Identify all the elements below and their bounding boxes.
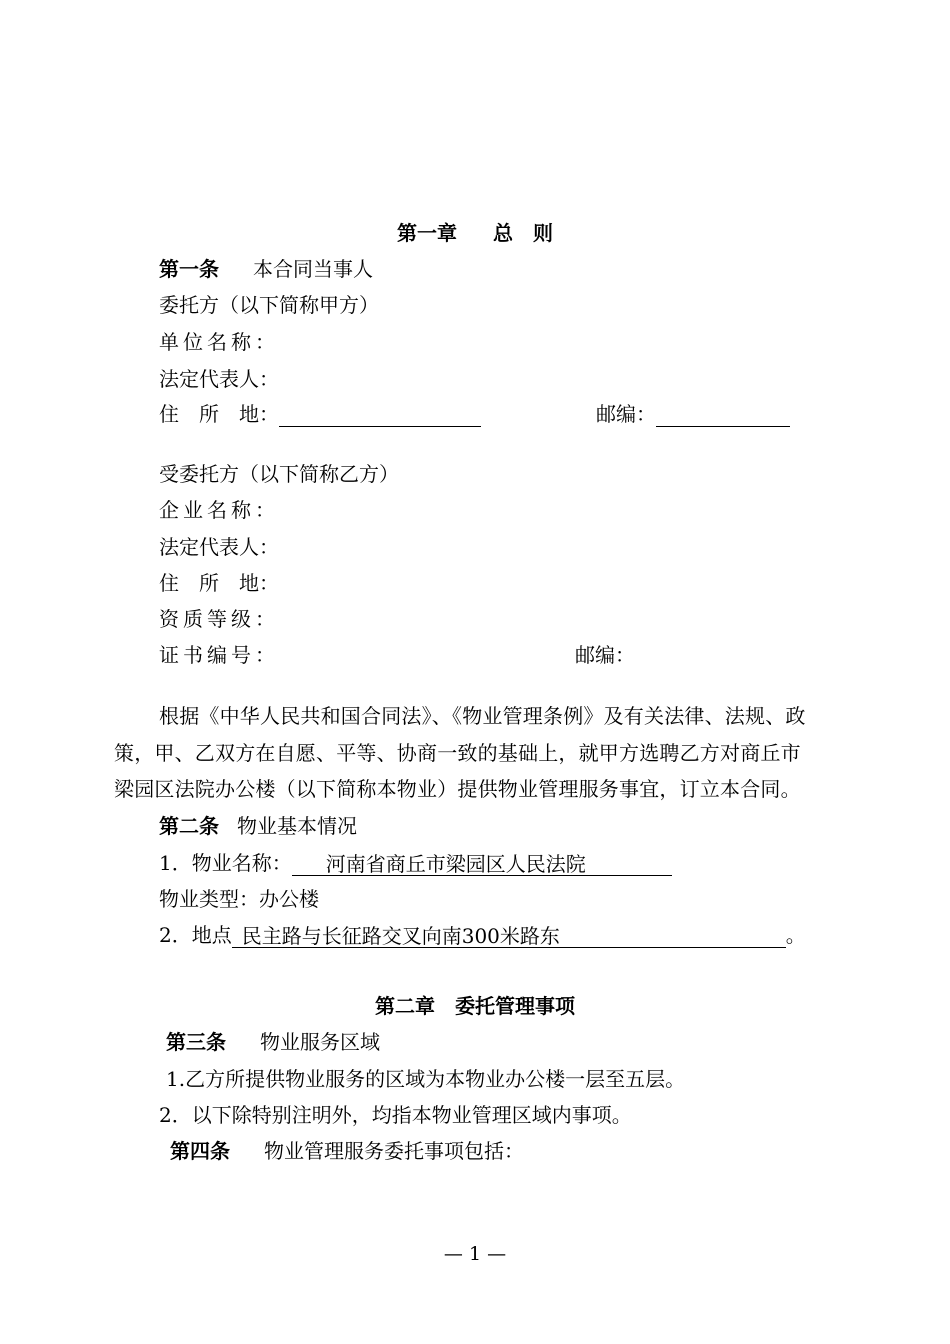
- party-a-heading: 委托方（以下简称甲方）: [159, 293, 379, 317]
- party-a-address-row: [159, 401, 481, 427]
- article-2-label: 第二条: [159, 814, 219, 838]
- property-location-row: [159, 922, 806, 948]
- party-b-org-label: 企业名称：: [159, 498, 279, 522]
- party-b-heading: 受委托方（以下简称乙方）: [159, 462, 399, 486]
- property-type-label: 物业类型：: [159, 887, 259, 911]
- property-name-field: [292, 851, 672, 876]
- party-b-qual-label: 资质等级：: [159, 607, 279, 631]
- article-1-label: 第一条: [159, 257, 219, 281]
- property-name-value: 河南省商丘市梁园区人民法院: [325, 852, 586, 876]
- party-a-rep-label: 法定代表人：: [159, 367, 279, 391]
- party-b-rep-label: 法定代表人：: [159, 535, 279, 559]
- article-2-text: 物业基本情况: [237, 814, 357, 838]
- article-1-text: 本合同当事人: [253, 257, 373, 281]
- article-3: [166, 1029, 380, 1055]
- party-a-zip-label: 邮编：: [596, 402, 656, 426]
- property-location-value: 民主路与长征路交叉向南300米路东: [241, 924, 560, 948]
- preamble-line-2: 策，甲、乙双方在自愿、平等、协商一致的基础上，就甲方选聘乙方对商丘市: [114, 741, 801, 765]
- property-type-row: [159, 886, 319, 912]
- article-3-text: 物业服务区域: [260, 1030, 380, 1054]
- preamble-line-3: 梁园区法院办公楼（以下简称本物业）提供物业管理服务事宜，订立本合同。: [114, 777, 801, 801]
- chapter-1-title-b: 总 则: [493, 221, 553, 245]
- party-b-zip-label: 邮编：: [575, 643, 635, 667]
- chapter-1-title-a: 第一章: [397, 221, 457, 245]
- property-location-label: 2．地点: [159, 923, 232, 947]
- party-a-addr-blank: [279, 404, 481, 427]
- property-name-row: [159, 850, 672, 876]
- chapter-2-title: 第二章 委托管理事项: [375, 994, 575, 1018]
- article-3-item-1: 1.乙方所提供物业服务的区域为本物业办公楼一层至五层。: [166, 1067, 686, 1091]
- property-location-field: [232, 923, 786, 948]
- party-a-zip-row: [596, 401, 790, 427]
- property-type-value: 办公楼: [259, 887, 319, 911]
- property-location-end: 。: [785, 923, 806, 947]
- page-number: — 1 —: [443, 1243, 507, 1265]
- preamble-line-1: 根据《中华人民共和国合同法》、《物业管理条例》及有关法律、法规、政: [159, 704, 806, 728]
- article-3-item-2: 2．以下除特别注明外，均指本物业管理区域内事项。: [159, 1103, 632, 1127]
- party-a-addr-label: 住 所 地：: [159, 402, 279, 426]
- article-2: [159, 813, 357, 839]
- party-b-cert-label: 证书编号：: [159, 643, 279, 667]
- article-4: [170, 1138, 524, 1164]
- article-1: [159, 256, 373, 282]
- chapter-1-title: [0, 220, 950, 246]
- party-a-org-label: 单位名称：: [159, 330, 279, 354]
- property-name-label: 1．物业名称：: [159, 851, 292, 875]
- party-b-addr-label: 住 所 地：: [159, 571, 279, 595]
- article-4-label: 第四条: [170, 1139, 230, 1163]
- party-a-zip-blank: [656, 404, 790, 427]
- article-3-label: 第三条: [166, 1030, 226, 1054]
- article-4-text: 物业管理服务委托事项包括：: [264, 1139, 524, 1163]
